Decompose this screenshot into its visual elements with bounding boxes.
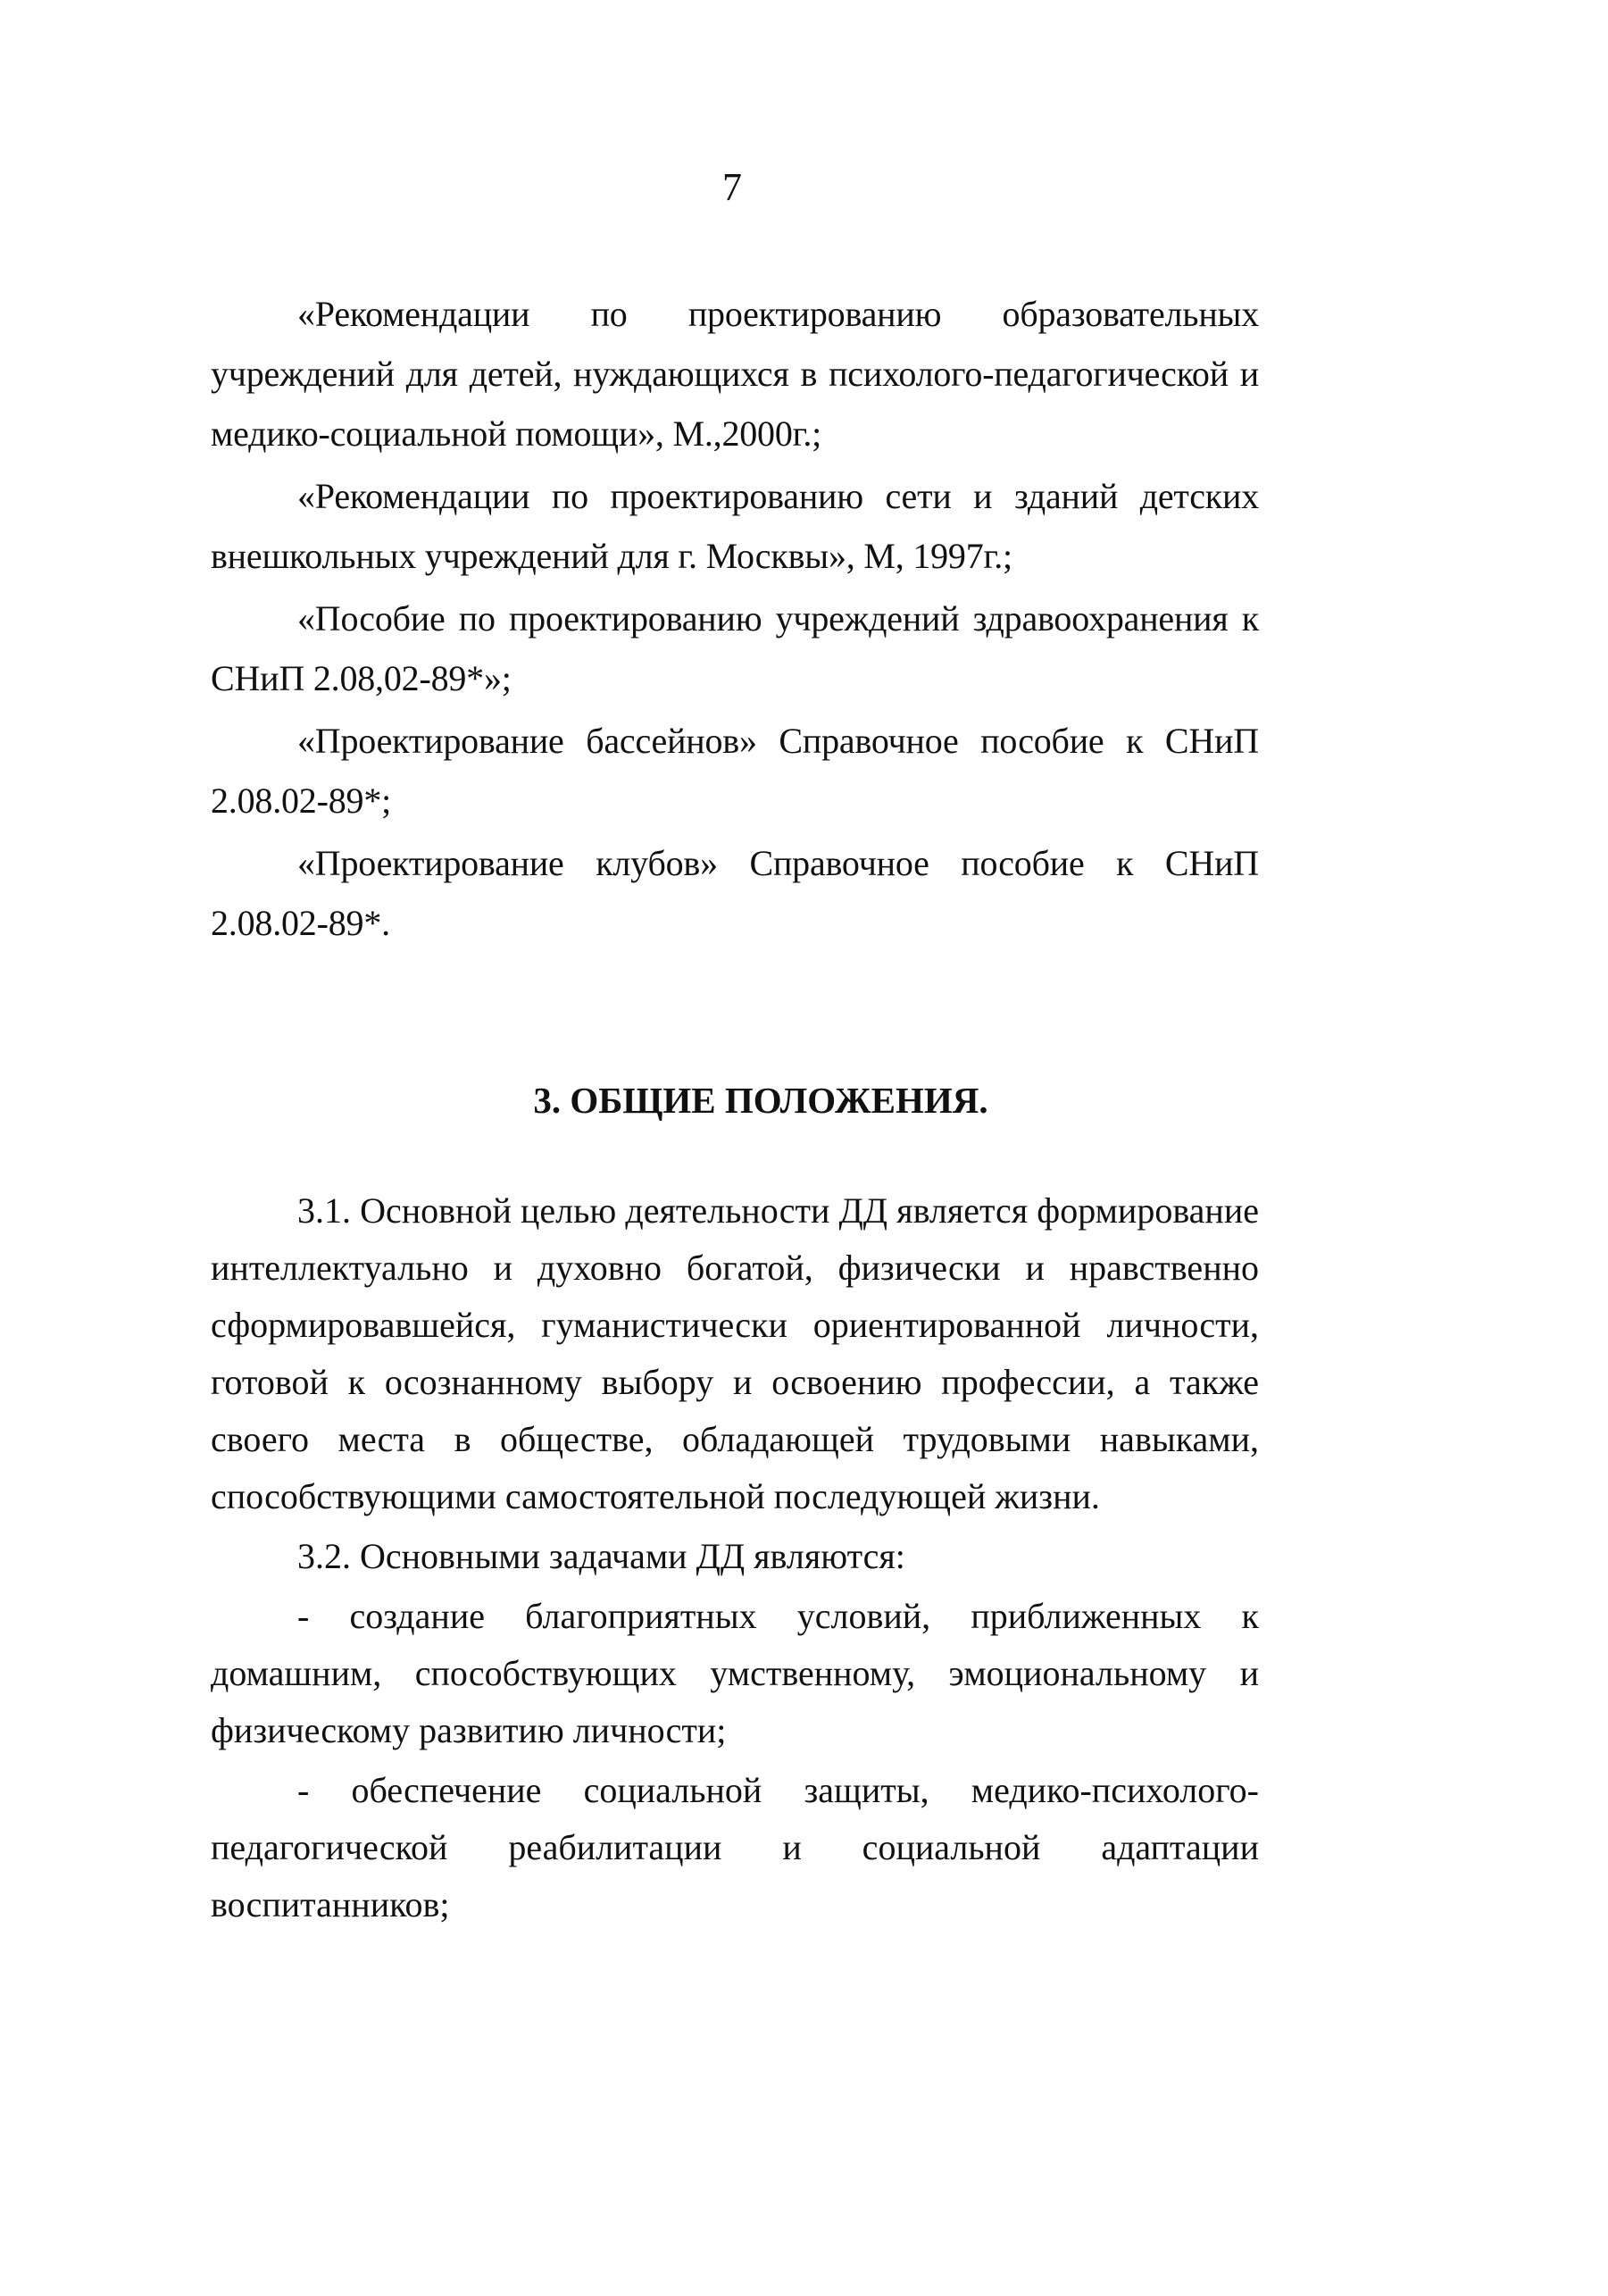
reference-item: «Пособие по проектированию учреждений здравоохранения к СНиП 2.08,02-89*»; bbox=[211, 598, 1259, 698]
reference-item: «Проектирование бассейнов» Справочное пособие к СНиП 2.08.02-89*; bbox=[211, 721, 1259, 821]
section-body bbox=[211, 1182, 1259, 1933]
section-heading: 3. ОБЩИЕ ПОЛОЖЕНИЯ. bbox=[533, 1080, 988, 1121]
reference-item: «Рекомендации по проектированию сети и зданий детских внешкольных учреждений для г. Москвы», М, 1997г.; bbox=[211, 476, 1259, 576]
reference-item: «Проектирование клубов» Справочное пособие к СНиП 2.08.02-89*. bbox=[211, 843, 1259, 943]
document-body bbox=[211, 284, 1259, 1936]
section-paragraph: 3.2. Основными задачами ДД являются: bbox=[297, 1536, 905, 1576]
section-list-item: - обеспечение социальной защиты, медико-психолого-педагогической реабилитации и социальной адаптации воспитанников; bbox=[211, 1770, 1259, 1924]
references-list bbox=[211, 284, 1259, 953]
section-list-item: - создание благоприятных условий, приближенных к домашним, способствующих умственному, эмоциональному и физическому развитию личности; bbox=[211, 1596, 1259, 1750]
page-number: 7 bbox=[722, 165, 742, 209]
section-paragraph: 3.1. Основной целью деятельности ДД является формирование интеллектуально и духовно богатой, физически и нравственно сформировавшейся, гуманистически ориентированной личности, готовой к осознанному выбору и освоению профессии, а также своего места в обществе, обладающей трудовыми навыками, способствующими самостоятельной последующей жизни. bbox=[211, 1190, 1259, 1516]
reference-item: «Рекомендации по проектированию образовательных учреждений для детей, нуждающихся в психолого-педагогической и медико-социальной помощи», М.,2000г.; bbox=[211, 294, 1259, 454]
